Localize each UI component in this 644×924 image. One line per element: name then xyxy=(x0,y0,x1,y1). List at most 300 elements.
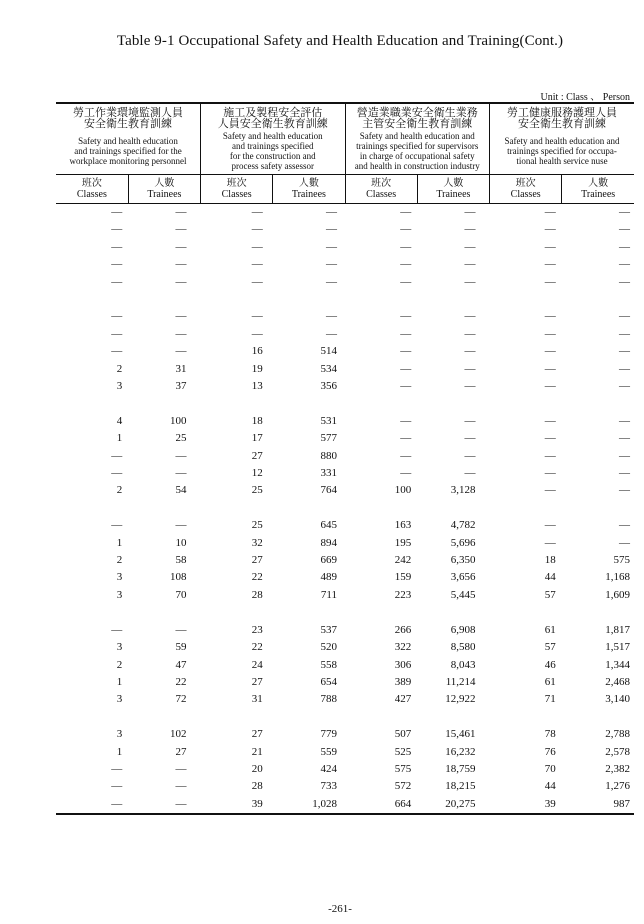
spacer-cell xyxy=(417,500,489,517)
spacer-row xyxy=(56,291,634,308)
table-cell: 57 xyxy=(544,641,556,654)
table-cell: — xyxy=(544,240,556,253)
table-cell: — xyxy=(400,310,412,323)
table-cell: — xyxy=(464,240,476,253)
table-row xyxy=(56,482,634,499)
group-header-nurse: 勞工健康服務護理人員 安全衛生教育訓練 Safety and health education and trainings specified for occupa- tional health service nuse xyxy=(490,103,635,175)
table-cell: 1 xyxy=(116,675,123,688)
table-cell: — xyxy=(544,519,556,532)
table-row xyxy=(56,517,634,534)
table-cell: 987 xyxy=(562,796,634,814)
table-cell: 575 xyxy=(394,762,412,775)
table-cell: 22 xyxy=(175,675,187,688)
table-cell: — xyxy=(111,762,123,775)
table-cell: — xyxy=(175,762,187,775)
table-cell: — xyxy=(619,327,631,340)
table-cell: 534 xyxy=(320,362,338,375)
table-cell: 18 xyxy=(544,554,556,567)
table-cell: — xyxy=(400,362,412,375)
table-cell: 21 xyxy=(251,745,263,758)
table-cell: — xyxy=(251,275,263,288)
table-cell: 102 xyxy=(170,728,187,741)
spacer-cell xyxy=(490,709,562,726)
table-cell: — xyxy=(175,240,187,253)
table-row xyxy=(56,413,634,430)
spacer-cell xyxy=(490,604,562,621)
page-number: -261- xyxy=(328,903,352,915)
table-cell: — xyxy=(56,796,128,814)
spacer-cell xyxy=(273,604,345,621)
table-cell: 733 xyxy=(320,780,338,793)
data-table xyxy=(56,102,634,815)
table-cell: 22 xyxy=(251,641,263,654)
table-cell: 17 xyxy=(251,432,263,445)
table-cell: — xyxy=(175,223,187,236)
table-cell: 12 xyxy=(251,467,263,480)
spacer-cell xyxy=(273,291,345,308)
spacer-cell xyxy=(201,500,273,517)
table-body xyxy=(56,204,634,815)
table-cell: 11,214 xyxy=(445,675,476,688)
table-cell: — xyxy=(128,796,200,814)
table-cell: 520 xyxy=(320,641,338,654)
table-cell: — xyxy=(326,206,338,218)
table-cell: 58 xyxy=(175,554,187,567)
table-row xyxy=(56,448,634,465)
table-cell: 1,344 xyxy=(605,658,631,671)
table-cell: — xyxy=(400,345,412,358)
table-cell: 61 xyxy=(544,623,556,636)
table-cell: — xyxy=(619,362,631,375)
table-cell: 3,140 xyxy=(605,693,631,706)
table-cell: 4 xyxy=(116,414,123,427)
table-cell: 1,517 xyxy=(605,641,631,654)
table-cell: 507 xyxy=(394,728,412,741)
table-cell: — xyxy=(544,345,556,358)
table-cell: — xyxy=(619,258,631,271)
table-cell: 39 xyxy=(201,796,273,814)
spacer-cell xyxy=(562,291,634,308)
table-cell: — xyxy=(464,362,476,375)
table-cell: — xyxy=(619,380,631,393)
table-cell: — xyxy=(326,327,338,340)
spacer-row xyxy=(56,604,634,621)
spacer-cell xyxy=(201,604,273,621)
table-row xyxy=(56,796,634,814)
table-cell: 5,445 xyxy=(450,588,476,601)
table-cell: 108 xyxy=(170,571,187,584)
table-cell: — xyxy=(251,327,263,340)
table-row xyxy=(56,378,634,395)
table-row xyxy=(56,308,634,325)
table-cell: 3 xyxy=(116,588,123,601)
table-cell: — xyxy=(326,240,338,253)
table-cell: — xyxy=(251,258,263,271)
table-cell: — xyxy=(400,467,412,480)
table-cell: — xyxy=(175,449,187,462)
table-cell: — xyxy=(175,327,187,340)
spacer-cell xyxy=(56,709,128,726)
spacer-cell xyxy=(417,709,489,726)
table-cell: — xyxy=(175,780,187,793)
table-cell: 2 xyxy=(116,484,123,497)
spacer-cell xyxy=(562,709,634,726)
table-cell: — xyxy=(111,206,123,218)
table-cell: 2 xyxy=(116,362,123,375)
table-cell: 577 xyxy=(320,432,338,445)
table-cell: — xyxy=(175,258,187,271)
spacer-cell xyxy=(128,395,200,412)
table-cell: 880 xyxy=(320,449,338,462)
spacer-cell xyxy=(273,500,345,517)
subheader-trainees: 人數 Trainees xyxy=(273,175,345,204)
table-cell: — xyxy=(251,223,263,236)
table-cell: — xyxy=(111,623,123,636)
table-cell: — xyxy=(464,449,476,462)
spacer-cell xyxy=(490,500,562,517)
table-cell: 1 xyxy=(116,536,123,549)
table-cell: 489 xyxy=(320,571,338,584)
table-cell: 27 xyxy=(251,728,263,741)
table-cell: 25 xyxy=(175,432,187,445)
table-cell: 100 xyxy=(170,414,187,427)
table-cell: — xyxy=(619,223,631,236)
table-cell: — xyxy=(175,623,187,636)
spacer-cell xyxy=(56,500,128,517)
spacer-cell xyxy=(201,709,273,726)
table-cell: 20,275 xyxy=(417,796,489,814)
table-cell: — xyxy=(400,275,412,288)
table-cell: — xyxy=(619,310,631,323)
table-cell: — xyxy=(544,484,556,497)
table-row xyxy=(56,326,634,343)
table-cell: — xyxy=(111,467,123,480)
table-cell: 44 xyxy=(544,571,556,584)
table-cell: 764 xyxy=(320,484,338,497)
table-cell: 159 xyxy=(394,571,412,584)
spacer-cell xyxy=(345,291,417,308)
table-cell: — xyxy=(175,345,187,358)
table-cell: 427 xyxy=(394,693,412,706)
table-cell: 654 xyxy=(320,675,338,688)
table-cell: — xyxy=(464,414,476,427)
table-cell: — xyxy=(544,536,556,549)
table-cell: — xyxy=(619,449,631,462)
table-cell: — xyxy=(619,432,631,445)
table-cell: 894 xyxy=(320,536,338,549)
table-row xyxy=(56,587,634,604)
table-cell: 20 xyxy=(251,762,263,775)
table-cell: 23 xyxy=(251,623,263,636)
spacer-cell xyxy=(128,500,200,517)
table-cell: 242 xyxy=(394,554,412,567)
table-row xyxy=(56,343,634,360)
table-cell: 1,276 xyxy=(605,780,631,793)
table-cell: — xyxy=(175,310,187,323)
table-cell: — xyxy=(400,432,412,445)
table-cell: 76 xyxy=(544,745,556,758)
table-row xyxy=(56,691,634,708)
table-cell: 15,461 xyxy=(445,728,476,741)
table-cell: — xyxy=(251,240,263,253)
table-cell: — xyxy=(400,223,412,236)
table-cell: 1 xyxy=(116,432,123,445)
table-row xyxy=(56,221,634,238)
spacer-cell xyxy=(128,604,200,621)
spacer-cell xyxy=(345,604,417,621)
group-header-monitoring: 勞工作業環境監測人員 安全衛生教育訓練 Safety and health education and trainings specified for the workplace monitoring personnel xyxy=(56,103,201,175)
table-cell: — xyxy=(464,380,476,393)
table-cell: 711 xyxy=(320,588,338,601)
table-row xyxy=(56,535,634,552)
unit-label: Unit : Class 、 Person xyxy=(540,92,630,103)
table-row xyxy=(56,622,634,639)
group-header-row xyxy=(56,103,634,175)
table-row xyxy=(56,657,634,674)
table-cell: — xyxy=(175,467,187,480)
table-cell: — xyxy=(326,258,338,271)
table-cell: 1,028 xyxy=(273,796,345,814)
table-cell: 37 xyxy=(175,380,187,393)
table-cell: — xyxy=(619,467,631,480)
table-cell: 71 xyxy=(544,693,556,706)
spacer-cell xyxy=(273,395,345,412)
table-cell: 1,609 xyxy=(605,588,631,601)
table-cell: 559 xyxy=(320,745,338,758)
table-cell: — xyxy=(619,414,631,427)
table-cell: 389 xyxy=(394,675,412,688)
subheader-row xyxy=(56,175,634,204)
table-cell: 46 xyxy=(544,658,556,671)
subheader-classes: 班次 Classes xyxy=(56,175,128,204)
table-cell: — xyxy=(111,223,123,236)
spacer-cell xyxy=(56,395,128,412)
spacer-row xyxy=(56,395,634,412)
table-cell: — xyxy=(111,240,123,253)
table-cell: 31 xyxy=(251,693,263,706)
table-row xyxy=(56,726,634,743)
spacer-cell xyxy=(562,500,634,517)
table-cell: — xyxy=(544,310,556,323)
table-cell: — xyxy=(111,780,123,793)
table-cell: — xyxy=(326,310,338,323)
table-cell: — xyxy=(175,206,187,218)
subheader-classes: 班次 Classes xyxy=(490,175,562,204)
subheader-classes: 班次 Classes xyxy=(201,175,273,204)
spacer-cell xyxy=(417,604,489,621)
table-cell: 306 xyxy=(394,658,412,671)
table-cell: 28 xyxy=(251,588,263,601)
table-cell: 163 xyxy=(394,519,412,532)
table-cell: — xyxy=(251,206,263,218)
table-cell: — xyxy=(619,519,631,532)
table-cell: 356 xyxy=(320,380,338,393)
table-cell: 558 xyxy=(320,658,338,671)
spacer-cell xyxy=(490,291,562,308)
table-cell: 6,908 xyxy=(450,623,476,636)
table-cell: 3 xyxy=(116,571,123,584)
table-cell: 8,580 xyxy=(450,641,476,654)
table-cell: 39 xyxy=(490,796,562,814)
subheader-trainees: 人數 Trainees xyxy=(562,175,634,204)
table-cell: 3 xyxy=(116,728,123,741)
table-cell: 78 xyxy=(544,728,556,741)
table-row xyxy=(56,674,634,691)
table-cell: 223 xyxy=(394,588,412,601)
table-cell: — xyxy=(544,467,556,480)
table-cell: 18 xyxy=(251,414,263,427)
table-cell: 27 xyxy=(251,554,263,567)
table-cell: — xyxy=(464,275,476,288)
table-row xyxy=(56,552,634,569)
table-cell: 266 xyxy=(394,623,412,636)
table-cell: 664 xyxy=(345,796,417,814)
table-row xyxy=(56,256,634,273)
table-cell: — xyxy=(111,310,123,323)
table-cell: 12,922 xyxy=(445,693,476,706)
subheader-trainees: 人數 Trainees xyxy=(128,175,200,204)
table-cell: — xyxy=(464,345,476,358)
spacer-cell xyxy=(128,291,200,308)
table-cell: 331 xyxy=(320,467,338,480)
table-cell: 28 xyxy=(251,780,263,793)
table-row xyxy=(56,569,634,586)
table-cell: 54 xyxy=(175,484,187,497)
table-cell: — xyxy=(544,206,556,218)
spacer-cell xyxy=(562,604,634,621)
table-cell: 61 xyxy=(544,675,556,688)
table-cell: 25 xyxy=(251,519,263,532)
table-cell: 19 xyxy=(251,362,263,375)
spacer-cell xyxy=(128,709,200,726)
table-cell: — xyxy=(619,206,631,218)
table-cell: 514 xyxy=(320,345,338,358)
table-cell: 3,656 xyxy=(450,571,476,584)
table-row xyxy=(56,204,634,222)
table-cell: — xyxy=(544,432,556,445)
table-cell: 59 xyxy=(175,641,187,654)
table-cell: — xyxy=(544,275,556,288)
table-cell: — xyxy=(400,206,412,218)
group-header-supervisors: 營造業職業安全衛生業務 主管安全衛生教育訓練 Safety and health education and trainings specified for supervisors in charge of occupational safety and health in construction industry xyxy=(345,103,490,175)
table-cell: 24 xyxy=(251,658,263,671)
table-cell: — xyxy=(544,380,556,393)
table-cell: 57 xyxy=(544,588,556,601)
table-cell: 16,232 xyxy=(445,745,476,758)
table-cell: 572 xyxy=(394,780,412,793)
table-cell: 424 xyxy=(320,762,338,775)
table-cell: — xyxy=(619,240,631,253)
subheader-classes: 班次 Classes xyxy=(345,175,417,204)
spacer-row xyxy=(56,709,634,726)
spacer-cell xyxy=(201,395,273,412)
table-cell: 645 xyxy=(320,519,338,532)
spacer-cell xyxy=(345,709,417,726)
table-cell: — xyxy=(619,536,631,549)
table-row xyxy=(56,430,634,447)
table-cell: 669 xyxy=(320,554,338,567)
table-cell: 537 xyxy=(320,623,338,636)
spacer-cell xyxy=(417,291,489,308)
table-cell: — xyxy=(544,362,556,375)
table-cell: — xyxy=(251,310,263,323)
table-cell: — xyxy=(544,414,556,427)
table-row xyxy=(56,778,634,795)
table-cell: — xyxy=(464,432,476,445)
table-cell: 3 xyxy=(116,641,123,654)
table-cell: 322 xyxy=(394,641,412,654)
table-cell: 22 xyxy=(251,571,263,584)
table-row xyxy=(56,239,634,256)
table-cell: 3 xyxy=(116,380,123,393)
table-cell: — xyxy=(400,414,412,427)
table-cell: — xyxy=(464,258,476,271)
spacer-cell xyxy=(56,291,128,308)
table-cell: 2,382 xyxy=(605,762,631,775)
table-cell: 1,817 xyxy=(605,623,631,636)
table-cell: 16 xyxy=(251,345,263,358)
spacer-cell xyxy=(417,395,489,412)
group-header-assessor: 施工及製程安全評估 人員安全衛生教育訓練 Safety and health education and trainings specified for the construction and process safety assessor xyxy=(201,103,346,175)
table-cell: — xyxy=(400,258,412,271)
table-cell: 47 xyxy=(175,658,187,671)
table-cell: 779 xyxy=(320,728,338,741)
table-cell: 70 xyxy=(544,762,556,775)
table-cell: 5,696 xyxy=(450,536,476,549)
table-cell: — xyxy=(111,327,123,340)
table-cell: 18,759 xyxy=(445,762,476,775)
table-cell: 788 xyxy=(320,693,338,706)
table-cell: — xyxy=(619,275,631,288)
table-cell: — xyxy=(544,258,556,271)
table-cell: — xyxy=(464,467,476,480)
table-title: Table 9-1 Occupational Safety and Health Education and Training(Cont.) xyxy=(116,33,564,49)
table-cell: 72 xyxy=(175,693,187,706)
subheader-trainees: 人數 Trainees xyxy=(417,175,489,204)
table-cell: 27 xyxy=(251,449,263,462)
table-cell: — xyxy=(111,449,123,462)
table-row xyxy=(56,744,634,761)
table-cell: — xyxy=(400,449,412,462)
table-cell: — xyxy=(400,240,412,253)
spacer-cell xyxy=(273,709,345,726)
table-cell: 8,043 xyxy=(450,658,476,671)
table-cell: — xyxy=(111,258,123,271)
table-cell: — xyxy=(400,380,412,393)
table-cell: — xyxy=(544,223,556,236)
table-cell: 6,350 xyxy=(450,554,476,567)
table-cell: 531 xyxy=(320,414,338,427)
spacer-cell xyxy=(56,604,128,621)
table-cell: 2,788 xyxy=(605,728,631,741)
table-cell: — xyxy=(400,327,412,340)
table-cell: — xyxy=(111,519,123,532)
spacer-row xyxy=(56,500,634,517)
table-cell: — xyxy=(326,223,338,236)
table-cell: 32 xyxy=(251,536,263,549)
table-cell: 3 xyxy=(116,693,123,706)
table-cell: — xyxy=(111,275,123,288)
table-cell: 2 xyxy=(116,658,123,671)
table-row xyxy=(56,274,634,291)
table-cell: 525 xyxy=(394,745,412,758)
table-cell: — xyxy=(326,275,338,288)
table-cell: — xyxy=(544,327,556,340)
table-cell: — xyxy=(619,484,631,497)
table-cell: 100 xyxy=(394,484,412,497)
spacer-cell xyxy=(490,395,562,412)
table-cell: 4,782 xyxy=(450,519,476,532)
